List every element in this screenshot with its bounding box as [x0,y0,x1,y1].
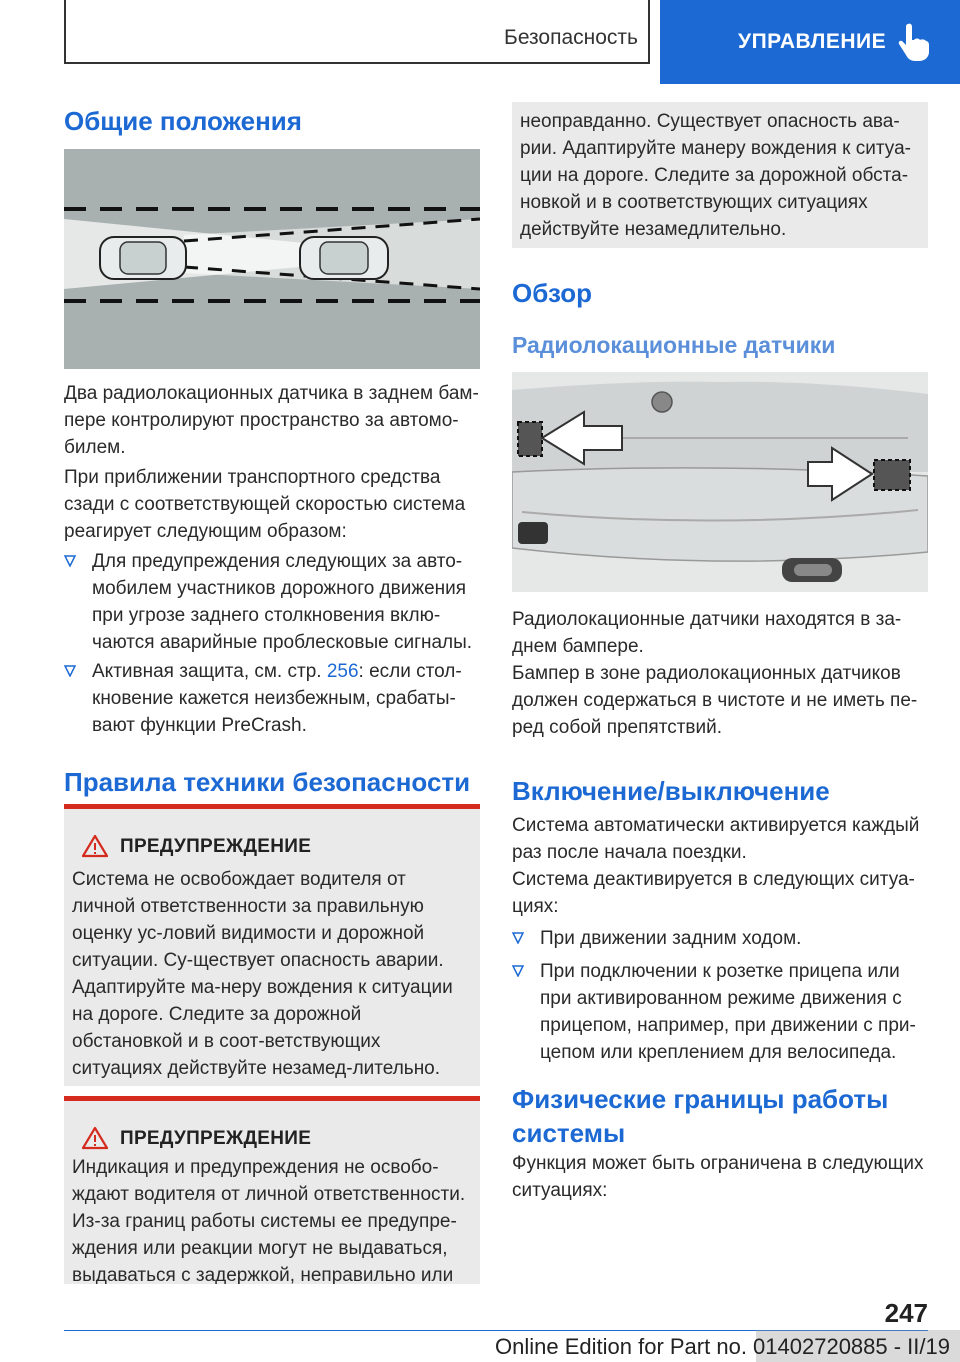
para-auto-activate: Система автоматически активируется каждый раз после начала поездки. [512,815,920,863]
heading-general: Общие положения [64,106,302,136]
para-limits: Функция может быть ограничена в следующих ситуациях: [512,1153,924,1201]
list-item [512,925,928,952]
para-approach: При приближении транспортного средства сзади с соответствующей скоростью система реагирует следующим образом: [64,467,466,542]
warning-text: Система не освобождает водителя от личной ответственности за правильную оценку ус-ловий видимости и дорожной ситуации. Су-ществует опасность аварии. Адаптируйте ма-неру вождения к ситуации на дороге. Следите за дорожной обстановкой и в соот-ветствующих ситуациях действуйте незамед-лительно. [72,869,453,1079]
bullet-hazard-lights: Для предупреждения следующих за авто-мобилем участников дорожного движения при угрозе заднего столкновения вклю-чаются аварийные проблесковые сигналы. [92,551,473,653]
car-front-icon [300,237,388,279]
header-left-rule [64,0,66,64]
subheading-radar-sensors: Радиолокационные датчики [512,332,836,358]
warning-bar [64,1096,480,1101]
warning-text: Индикация и предупреждения не освобо-ждают водителя от личной ответственности. Из-за границ работы системы ее предупре-ждения или реакции могут не выдаваться, выдаваться с задержкой, неправильно или [72,1157,466,1284]
para-bumper-clean: Бампер в зоне радиолокационных датчиков должен содержаться в чистоте и не иметь пе-ред собой препятствий. [512,663,918,738]
page-link-256[interactable]: 256 [326,661,359,682]
chapter-tab-label: УПРАВЛЕНИЕ [738,30,887,53]
radar-coverage-illustration [64,149,480,369]
heading-system-limits: Физические границы работы системы [512,1084,889,1148]
warning-box-2 [64,1096,480,1284]
triangle-bullet-icon [64,555,76,567]
figure-rear-radar-coverage [64,149,480,369]
page-number: 247 [884,1298,928,1328]
triangle-bullet-icon [64,665,76,677]
bullet-active-protection-pre: Активная защита, см. стр. [92,661,327,682]
car-rear-icon [100,237,186,279]
list-item [512,958,928,1066]
bullet-reverse: При движении задним ходом. [540,928,802,949]
warning-bar [64,804,480,809]
rear-bumper-illustration [512,372,928,592]
footer-edition: Online Edition for Part no. 01402720885 - II/19 [495,1334,950,1359]
list-item [64,548,480,656]
header-divider [648,0,650,64]
para-sensors-location: Радиолокационные датчики находятся в за-днем бампере. [512,609,902,657]
list-item [64,658,480,739]
pointing-hand-icon [896,22,930,62]
figure-rear-bumper [512,372,928,592]
warning-title: ПРЕДУПРЕЖДЕНИЕ [120,1128,312,1149]
header-bottom-rule [64,62,648,64]
warning-triangle-icon [82,1126,108,1150]
triangle-bullet-icon [512,965,524,977]
heading-safety: Правила техники безопасности [64,767,471,797]
warning-triangle-icon [82,834,108,858]
warning-title: ПРЕДУПРЕЖДЕНИЕ [120,836,312,857]
para-sensors-monitor: Два радиолокационных датчика в заднем бам-пере контролируют пространство за автомо-билем. [64,383,479,458]
heading-overview: Обзор [512,278,592,308]
header-section-title: Безопасность [504,26,638,49]
warning-continuation: неоправданно. Существует опасность ава-рии. Адаптируйте манеру вождения к ситуа-ции на дороге. Следите за дорожной обста-новкой и в соответствующих ситуациях действуйте незамедлительно. [512,102,928,248]
bullet-active-protection-post: : если стол-кновение кажется неизбежным, срабаты-вают функции PreCrash. [92,661,462,736]
para-deactivate: Система деактивируется в следующих ситуа-циях: [512,869,915,917]
triangle-bullet-icon [512,932,524,944]
warning-box-1 [64,804,480,1086]
heading-on-off: Включение/выключение [512,776,830,806]
bullet-trailer: При подключении к розетке прицепа или при активированном режиме движения с прицепом, например, при движении с при-цепом или креплением для велосипеда. [540,961,916,1063]
chapter-tab[interactable] [660,0,960,84]
